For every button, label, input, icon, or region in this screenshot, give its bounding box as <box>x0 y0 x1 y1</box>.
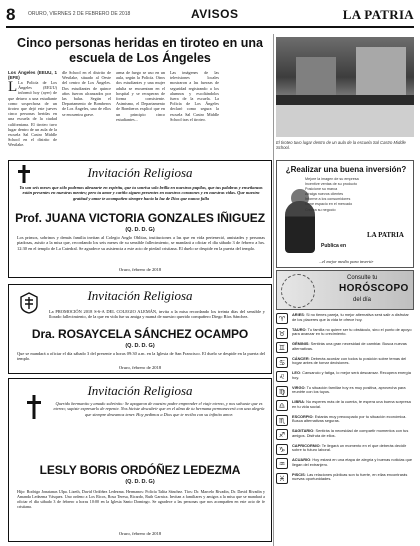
sign-name: ACUARIO <box>292 457 311 462</box>
horoscope-item: ♓ PISCIS: Las relaciones públicas son tu fuerte, en ellas encontrarás nuevas oportunidades. <box>276 473 414 485</box>
obituary-qddg: (Q. D. D. G) <box>125 343 155 349</box>
sign-text: Hoy estará en una etapa de alegría y buenas noticias que llegan del extranjero. <box>292 457 413 467</box>
virgo-icon: ♍ <box>276 386 288 397</box>
sign-text: Tu situación familiar hoy es muy positiva, aprovecha para reunirte con los tuyos. <box>292 384 406 395</box>
sign-text: Te llegará un momento en el que deberás decidir sobre tu futuro laboral. <box>292 442 407 453</box>
obituary-signature: Oruro, febrero de 2018 <box>118 267 162 272</box>
header-rule <box>6 26 414 28</box>
article-column-4: Las imágenes de las televisiones locales mostraron a las fuerzas de seguridad registrando a los alumnos y escoltándolos fuera de la escuela. La Policía de Los Ángeles declaró como segura la escuela Sal Castro Middle School tras el tiroteo. <box>170 70 219 122</box>
sign-text: Estarás muy preocupado por tu situación económica. Busca alternativas seguras. <box>292 413 407 424</box>
sign-name: LIBRA <box>292 399 304 404</box>
sign-text: Las relaciones públicas son tu fuerte, en ellas encontrarás nuevas oportunidades. <box>292 471 408 482</box>
horoscope-item: ♏ ESCORPIO: Estarás muy preocupado por tu situación económica. Busca alternativas seguras. <box>276 415 414 427</box>
obituary-title: Invitación Religiosa <box>87 165 193 180</box>
obituary-name: LESLY BORIS ORDÓÑEZ LEDEZMA <box>39 463 241 477</box>
sign-text: No esperes más de la cuenta, te espera una buena sorpresa en tu vida social. <box>292 399 411 409</box>
leo-icon: ♌ <box>276 371 288 382</box>
sign-text: Sentirás la necesidad de compartir momentos con tus amigos. Disfruta de ellos. <box>292 428 409 438</box>
pisces-icon: ♓ <box>276 473 288 484</box>
sign-name: CAPRICORNIO <box>292 442 320 448</box>
list-item: Informe a los consumidores <box>305 197 351 202</box>
obituary-body: Hijo: Rodrigo Jonatanas Ulpa. Lizeth, David Ordóñez Ledezma. Hermanos: Policía Talita Sánchez. Tíos: Dr. Marcelo Rivadin, Dr. David Rivadin y Amanda Ledezma Vásquez. Uno ordeno a Los Ricos, Rosa Teresa, Ricardo, Ruth Garnica. Invitan a familiares y amigos a la misa que se mandará a oficiar el día sábado 3 de febrero a horas 10:00 en la Iglesia Santo Domingo. Se agradece a las personas que nos acompañen en este acto de fe cristiana. <box>17 489 265 509</box>
taurus-icon: ♉ <box>276 328 288 339</box>
sign-name: ARIES <box>292 312 304 317</box>
obituary-body: Los primos, sobrinos y demás familia invitan al Colegio Anglo Oblitas, instituciones a las que en vida perteneció, amistades y personas piadosas, asistir a la misa que, recordando los seis meses de su sensible fallecimiento, se mandará a oficiar el día sábado 3 de febrero a hrs. 12:30 en el templo de La Catedral. Se agradece su asistencia a este acto de piedad cristiana. El duelo se despide en la puerta del templo. <box>17 235 265 251</box>
article-column-2: dle School en el distrito de Westlake, situado al Oeste del centro de Los Ángeles. Dos estudiantes de quince años fueron alcanzados por las balas. Según el Departamento de Bomberos de Los Ángeles, uno de ellos se encuentra grave. <box>62 70 111 117</box>
advert-question: ¿Realizar una buena inversión? <box>285 165 407 174</box>
sign-text: Sentirás una gran necesidad de cambiar. Busca nuevas alternativas. <box>292 341 407 351</box>
sign-name: ESCORPIO <box>292 413 313 419</box>
article-body <box>8 70 272 156</box>
obituary-name: Prof. JUANA VICTORIA GONZALES IÑIGUEZ <box>15 211 265 225</box>
column-divider <box>273 34 274 546</box>
libra-icon: ♎ <box>276 400 288 411</box>
advert-cta: Publica en <box>321 243 347 249</box>
advert-investment[interactable] <box>276 160 414 268</box>
issue-date: ORURO, VIERNES 2 DE FEBRERO DE 2018 <box>28 11 131 17</box>
list-item: Atraiga nuevos clientes <box>305 192 344 197</box>
obituary-name: Dra. ROSAYCELA SÁNCHEZ OCAMPO <box>31 327 249 341</box>
gemini-icon: ♊ <box>276 342 288 353</box>
list-item: Gane espacio en el mercado <box>305 202 353 207</box>
sign-text: Deberás acordar con todos tu posición sobre temas del hogar antes de tomar decisiones. <box>292 355 407 366</box>
sign-text: Si no tienes pareja, tu mejor alternativa será salir a disfrutar de los placeres que la vida te ofrece hoy. <box>292 312 409 322</box>
list-item: Mejore la imagen de su empresa <box>305 177 359 181</box>
sign-name: LEO <box>292 370 300 375</box>
zodiac-wheel-icon <box>281 274 315 308</box>
obituary-signature: Oruro, febrero de 2018 <box>118 365 162 370</box>
sign-name: GÉMINIS <box>292 341 309 346</box>
obituary-lead: Ya son seis meses que sólo podemos abrazarte en espíritu, que tu sonrisa solo brilla en nuestras pupilas, que tus palabras y enseñanzas están presentes en nuestras mentes; pero tu amor y cariño siguen presentes en nuestros corazones y en nuestras vidas. Que nuestra gratitud y amor te acompañen siempre hacia la luz de Dios que nunca falla <box>19 185 263 201</box>
obituary-title: Invitación Religiosa <box>87 383 193 398</box>
horoscope-item: ♈ ARIES: Si no tienes pareja, tu mejor alternativa será salir a disfrutar de los placeres que la vida te ofrece hoy. <box>276 313 414 325</box>
article-column-3: arma de fuego se uso en un aula, según la Policía. Otros dos estudiantes y una mujer adulta se encuentran en el hospital y se recuperan de forma consistente. Asimismo, el Departamento de Bomberos explicó que en un principio cinco estudiantes... <box>116 70 165 122</box>
page-number: 8 <box>6 5 16 24</box>
advert-slogan: ...el mejor medio para invertir <box>318 259 374 264</box>
article-column-1 <box>8 70 57 156</box>
advert-horoscope[interactable] <box>276 270 414 310</box>
horoscope-item: ♎ LIBRA: No esperes más de la cuenta, te espera una buena sorpresa en tu vida social. <box>276 400 414 412</box>
horoscope-item: ♑ CAPRICORNIO: Te llegará un momento en el que deberás decidir sobre tu futuro laboral. <box>276 444 414 456</box>
article-photo <box>276 37 414 137</box>
sagittarius-icon: ♐ <box>276 429 288 440</box>
sign-name: TAURO <box>292 326 306 332</box>
drop-cap: L <box>8 79 18 95</box>
list-item: Posicione su marca <box>305 187 338 192</box>
capricorn-icon: ♑ <box>276 444 288 455</box>
advert-benefits-list <box>305 177 410 213</box>
list-item: Crezca su negocio <box>305 207 336 212</box>
obituary-2 <box>8 284 272 374</box>
obituary-qddg: (Q. D. D. G) <box>125 479 155 485</box>
obituary-signature: Oruro, febrero de 2018 <box>118 531 162 536</box>
scorpio-icon: ♏ <box>276 415 288 426</box>
advert-line: del día <box>353 297 372 303</box>
obituary-body: Que se mandará a oficiar el día sábado 3 del presente a horas 09:30 a.m. en la Iglesia de San Francisco. El duelo se despide en la puerta del templo. <box>17 351 265 362</box>
horoscope-item: ♐ SAGITARIO: Sentirás la necesidad de compartir momentos con tus amigos. Disfruta de ellos. <box>276 429 414 441</box>
horoscope-list <box>276 313 414 487</box>
obituary-3 <box>8 378 272 542</box>
page-header <box>6 5 414 27</box>
obituary-qddg: (Q. D. D. G) <box>125 227 155 233</box>
sign-text: Cansancio y fatiga, lo mejor será descansar. Recupera energía hoy. <box>292 370 411 380</box>
sign-name: CÁNCER <box>292 355 309 361</box>
advert-line: Consulte tu <box>347 275 378 281</box>
horoscope-item: ♌ LEO: Cansancio y fatiga, lo mejor será descansar. Recupera energía hoy. <box>276 371 414 383</box>
obituary-lead: Querido hermanito y amado sobrinito: Se apagaron de nuestro padre emprender el viaje eterno, y nos salvaste que es eterno; supiste expresarlo de repente. Nos hiciste descubrir que en el alma de tu hermana permanecerá con una alegría que siempre deseamos tener. Hoy pedimos a Dios que te reciba con su infinito amor. <box>53 401 265 417</box>
sign-text: Tu familia no quiere ser tu obstáculo, sino el punto de apoyo para avanzar en tu crecimiento. <box>292 326 412 337</box>
horoscope-item: ♊ GÉMINIS: Sentirás una gran necesidad de cambiar. Busca nuevas alternativas. <box>276 342 414 354</box>
horoscope-item: ♉ TAURO: Tu familia no quiere ser tu obstáculo, sino el punto de apoyo para avanzar en tu crecimiento. <box>276 328 414 340</box>
sign-name: VIRGO <box>292 384 305 390</box>
newspaper-logo: LA PATRIA <box>342 7 414 22</box>
aries-icon: ♈ <box>276 313 288 324</box>
advert-brand: LA PATRIA <box>367 231 404 239</box>
article-dateline: Los Ángeles (EEUU, 1 (EFE) <box>8 70 57 80</box>
cancer-icon: ♋ <box>276 357 288 368</box>
list-item: Incentive ventas de su producto <box>305 182 358 187</box>
advert-title: HORÓSCOPO <box>339 283 409 294</box>
aquarius-icon: ♒ <box>276 458 288 469</box>
article-headline: Cinco personas heridas en tiroteo en una escuela de Los Ángeles <box>17 36 263 65</box>
section-title: AVISOS <box>191 7 239 21</box>
sign-name: SAGITARIO <box>292 428 314 433</box>
horoscope-item: ♍ VIRGO: Tu situación familiar hoy es muy positiva, aprovecha para reunirte con los tuyos. <box>276 386 414 398</box>
obituary-intro: La PROMOCIÓN 2018 S-6-A DEL COLEGIO ALEMÁN, invita a la misa recordando los treinta días del sensible y llorado fallecimiento, de la que en vida fue su amiga y mamá de nuestro querido compañero Diego Ríos Sánchez. <box>49 309 265 320</box>
horoscope-item: ♒ ACUARIO: Hoy estará en una etapa de alegría y buenas noticias que llegan del extranjero. <box>276 458 414 470</box>
photo-caption: El tiroteo tuvo lugar dentro de un aula de la escuela Sal Castro Middle School. <box>276 140 406 150</box>
obituary-title: Invitación Religiosa <box>87 288 193 303</box>
obituary-1 <box>8 160 272 278</box>
horoscope-item: ♋ CÁNCER: Deberás acordar con todos tu posición sobre temas del hogar antes de tomar decisiones. <box>276 357 414 369</box>
sign-name: PISCIS <box>292 471 305 477</box>
article-text: La Policía de Los Ángeles (EEUU) informó hoy (ayer) de que detuvo a una estudiante como sospechosa de un tiroteo que dejó este jueves cinco personas heridas en una escuela de la ciudad californiana. El tiroteo tuvo lugar dentro de un aula de la escuela Sal Castro Middle School en el distrito de Westlake. <box>8 80 57 148</box>
